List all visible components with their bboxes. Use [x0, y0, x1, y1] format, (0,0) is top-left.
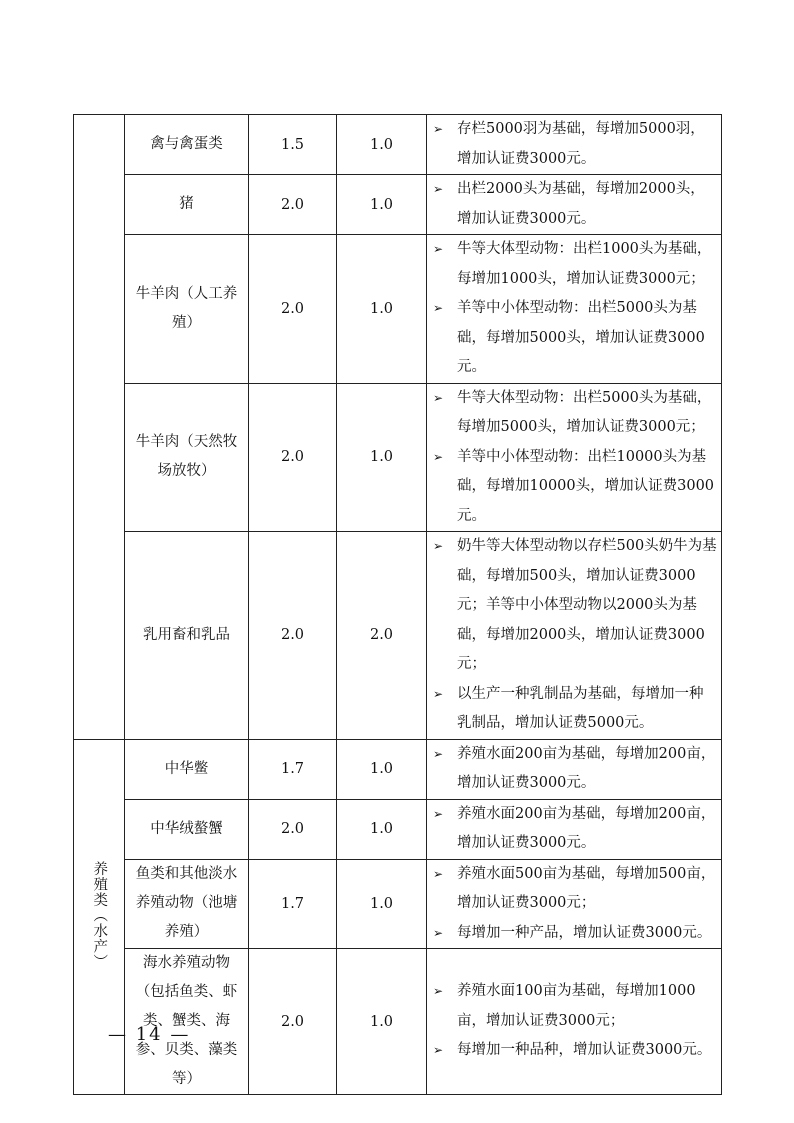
arrow-bullet-icon: ➢	[433, 806, 444, 821]
coefficient-value: 1.0	[337, 383, 427, 532]
table-row	[74, 383, 722, 532]
arrow-bullet-icon: ➢	[433, 539, 444, 553]
table-row	[74, 115, 722, 175]
arrow-bullet-icon: ➢	[433, 984, 444, 999]
table-row	[74, 949, 722, 1095]
arrow-bullet-icon: ➢	[433, 182, 444, 196]
coefficient-value: 1.0	[337, 235, 427, 384]
list-item: ➢ 牛等大体型动物：出栏5000头为基础，每增加5000头，增加认证费3000元；	[433, 384, 717, 443]
product-name: 海水养殖动物（包括鱼类、虾类、蟹类、海参、贝类、藻类等）	[125, 949, 249, 1095]
arrow-bullet-icon: ➢	[433, 122, 444, 136]
fee-description	[427, 949, 722, 1095]
list-item: ➢ 牛等大体型动物：出栏1000头为基础，每增加1000头，增加认证费3000元；	[433, 235, 717, 294]
fee-description	[427, 799, 722, 859]
table-row	[74, 235, 722, 384]
list-item: ➢ 奶牛等大体型动物以存栏500头奶牛为基础，每增加500头，增加认证费3000元；羊等中小体型动物以2000头为基础，每增加2000头，增加认证费3000元；	[433, 532, 717, 680]
arrow-bullet-icon: ➢	[433, 866, 444, 881]
arrow-bullet-icon: ➢	[433, 746, 444, 761]
list-item: ➢ 羊等中小体型动物：出栏10000头为基础，每增加10000头，增加认证费3000元。	[433, 443, 717, 532]
coefficient-value: 2.0	[249, 235, 337, 384]
list-item: ➢ 养殖水面200亩为基础，每增加200亩，增加认证费3000元。	[433, 800, 717, 859]
category-cell-livestock	[74, 115, 125, 740]
page-number: — 14 —	[108, 1024, 191, 1045]
coefficient-value: 1.0	[337, 859, 427, 949]
coefficient-value: 1.0	[337, 175, 427, 235]
table-row	[74, 739, 722, 799]
coefficient-value: 1.0	[337, 115, 427, 175]
coefficient-value: 1.7	[249, 859, 337, 949]
arrow-bullet-icon: ➢	[433, 242, 444, 256]
product-name: 牛羊肉（人工养殖）	[125, 235, 249, 384]
product-name: 猪	[125, 175, 249, 235]
list-item: ➢ 养殖水面500亩为基础，每增加500亩，增加认证费3000元；	[433, 860, 717, 919]
product-name: 中华鳖	[125, 739, 249, 799]
arrow-bullet-icon: ➢	[433, 1043, 444, 1058]
list-item: ➢ 每增加一种品种，增加认证费3000元。	[433, 1036, 717, 1066]
coefficient-value: 2.0	[249, 949, 337, 1095]
table-row	[74, 859, 722, 949]
fee-description	[427, 235, 722, 384]
product-name: 鱼类和其他淡水养殖动物（池塘养殖）	[125, 859, 249, 949]
category-label: 养殖类（水产）	[91, 860, 108, 969]
fee-description	[427, 115, 722, 175]
product-name: 中华绒螯蟹	[125, 799, 249, 859]
certification-fee-table	[73, 114, 722, 1095]
arrow-bullet-icon: ➢	[433, 925, 444, 940]
coefficient-value: 2.0	[249, 799, 337, 859]
list-item: ➢ 存栏5000羽为基础，每增加5000羽，增加认证费3000元。	[433, 115, 717, 174]
list-item: ➢ 出栏2000头为基础，每增加2000头，增加认证费3000元。	[433, 175, 717, 234]
coefficient-value: 2.0	[249, 175, 337, 235]
table-row	[74, 175, 722, 235]
fee-description	[427, 739, 722, 799]
list-item: ➢ 羊等中小体型动物：出栏5000头为基础，每增加5000头，增加认证费3000元。	[433, 294, 717, 383]
product-name: 乳用畜和乳品	[125, 532, 249, 740]
coefficient-value: 1.5	[249, 115, 337, 175]
arrow-bullet-icon: ➢	[433, 686, 444, 701]
list-item: ➢ 养殖水面100亩为基础，每增加1000亩，增加认证费3000元；	[433, 977, 717, 1036]
arrow-bullet-icon: ➢	[433, 301, 444, 315]
list-item: ➢ 每增加一种产品，增加认证费3000元。	[433, 919, 717, 949]
coefficient-value: 1.0	[337, 739, 427, 799]
coefficient-value: 1.0	[337, 799, 427, 859]
coefficient-value: 2.0	[249, 532, 337, 740]
fee-description	[427, 383, 722, 532]
fee-description	[427, 532, 722, 740]
coefficient-value: 1.0	[337, 949, 427, 1095]
fee-description	[427, 175, 722, 235]
table-row	[74, 799, 722, 859]
coefficient-value: 1.7	[249, 739, 337, 799]
coefficient-value: 2.0	[249, 383, 337, 532]
coefficient-value: 2.0	[337, 532, 427, 740]
arrow-bullet-icon: ➢	[433, 390, 444, 405]
list-item: ➢ 养殖水面200亩为基础，每增加200亩，增加认证费3000元。	[433, 740, 717, 799]
table-row	[74, 532, 722, 740]
arrow-bullet-icon: ➢	[433, 449, 444, 464]
fee-description	[427, 859, 722, 949]
product-name: 禽与禽蛋类	[125, 115, 249, 175]
product-name: 牛羊肉（天然牧场放牧）	[125, 383, 249, 532]
list-item: ➢ 以生产一种乳制品为基础，每增加一种乳制品，增加认证费5000元。	[433, 680, 717, 739]
